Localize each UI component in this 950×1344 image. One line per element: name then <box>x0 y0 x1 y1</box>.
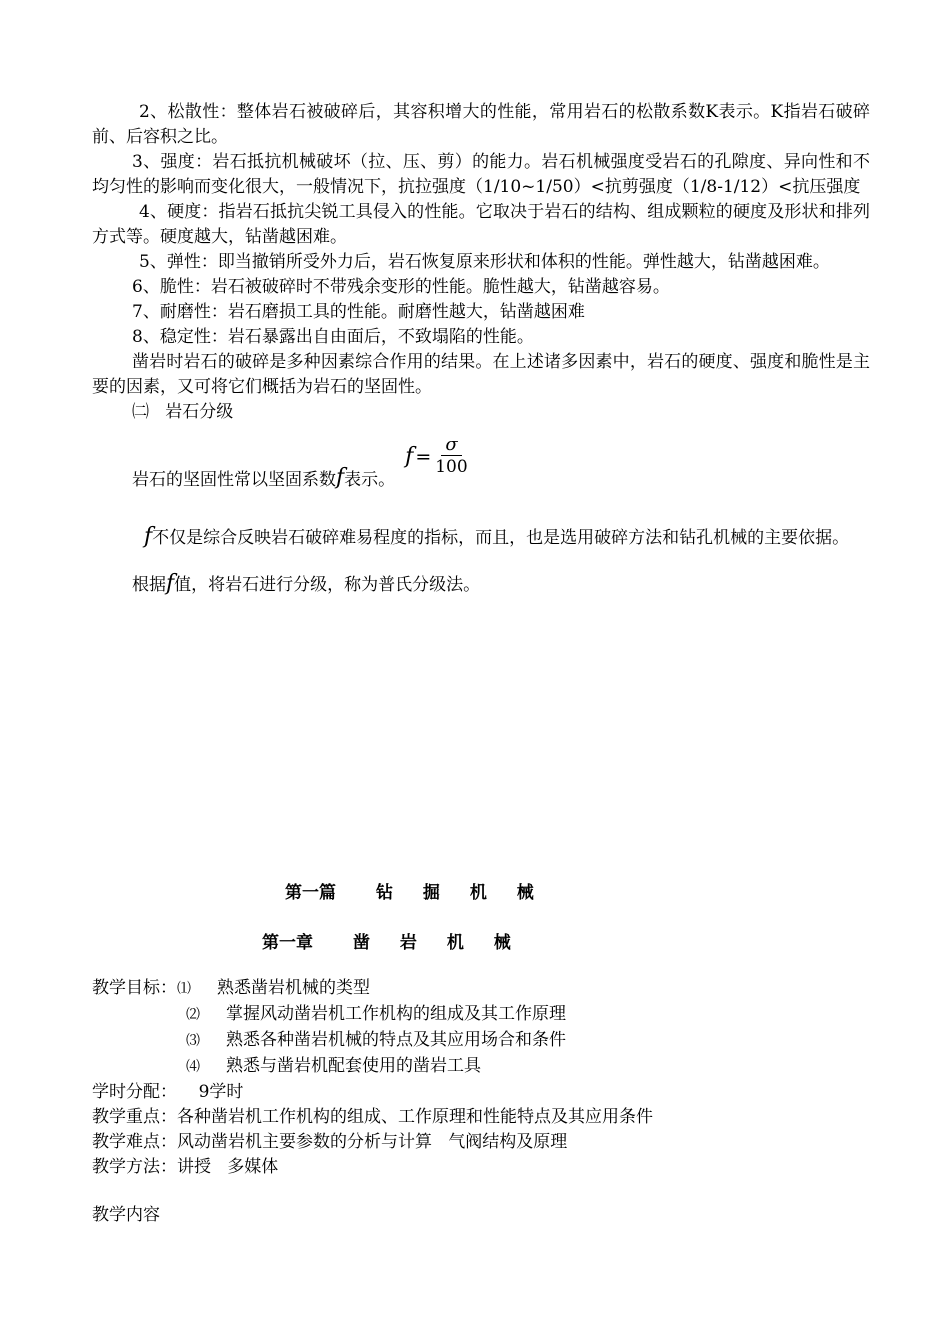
body-text <box>92 100 870 598</box>
chapter-title <box>262 928 523 953</box>
paragraph-f-rest: 不仅是综合反映岩石破碎难易程度的指标，而且，也是选用破碎方法和钻孔机械的主要依据。 <box>152 528 850 548</box>
goal-text-2: 掌握风动凿岩机工作机构的组成及其工作原理 <box>226 1004 566 1024</box>
paragraph-protodyakonov <box>92 571 870 598</box>
goal-mark-1: ⑴ <box>177 981 191 997</box>
paragraph-f-meaning <box>92 524 870 551</box>
teaching-goal-4 <box>92 1054 870 1080</box>
paragraph-elasticity: 5、弹性：即当撤销所受外力后，岩石恢复原来形状和体积的性能。弹性越大，钻凿越困难。 <box>139 252 830 272</box>
sub-heading-rock-classification <box>92 400 870 425</box>
teaching-difficulty: 教学难点：风动凿岩机主要参数的分析与计算 气阀结构及原理 <box>92 1132 568 1152</box>
teaching-goal-3 <box>92 1028 870 1054</box>
teaching-goal-2 <box>92 1002 870 1028</box>
formula-tail-text: 表示。 <box>344 470 396 490</box>
formula-lead-text: 岩石的坚固性常以坚固系数 <box>132 470 336 490</box>
teaching-method: 教学方法：讲授 多媒体 <box>92 1157 279 1177</box>
goal-text-4: 熟悉与凿岩机配套使用的凿岩工具 <box>226 1056 481 1076</box>
goal-text-3: 熟悉各种凿岩机械的特点及其应用场合和条件 <box>226 1030 566 1050</box>
paragraph-strength: 3、强度：岩石抵抗机械破坏（拉、压、剪）的能力。岩石机械强度受岩石的孔隙度、异向性和不均匀性的影响而变化很大，一般情况下，抗拉强度（1/10~1/50）<抗剪强度（1/8-1/12）<抗压强度 <box>92 152 870 197</box>
teaching-focus: 教学重点：各种凿岩机工作机构的组成、工作原理和性能特点及其应用条件 <box>92 1107 653 1127</box>
formula-equals: = <box>415 445 432 468</box>
part-label: 第一篇 <box>285 883 336 903</box>
paragraph-hardness: 4、硬度：指岩石抵抗尖锐工具侵入的性能。它取决于岩石的结构、组成颗粒的硬度及形状和排列方式等。硬度越大，钻凿越困难。 <box>92 202 870 247</box>
teaching-plan <box>92 976 870 1180</box>
paragraph-stability: 8、稳定性：岩石暴露出自由面后，不致塌陷的性能。 <box>132 327 534 347</box>
para-g-rest: 值，将岩石进行分级，称为普氏分级法。 <box>174 575 481 595</box>
goal-mark-2: ⑵ <box>186 1007 200 1023</box>
para-g-lead: 根据 <box>132 575 166 595</box>
chapter-name: 凿 岩 机 械 <box>353 933 523 953</box>
goal-text-1: 熟悉凿岩机械的类型 <box>217 978 370 998</box>
paragraph-looseness: 2、松散性：整体岩石被破碎后，其容积增大的性能，常用岩石的松散系数K表示。K指岩石破碎前、后容积之比。 <box>92 102 870 147</box>
formula <box>405 435 468 478</box>
sub-heading-text: 岩石分级 <box>165 402 234 422</box>
part-name: 钻 掘 机 械 <box>376 883 546 903</box>
f-variable-2: f <box>166 571 175 596</box>
teaching-hours: 学时分配： 9学时 <box>92 1082 244 1102</box>
formula-lhs: f <box>405 444 414 469</box>
goal-mark-3: ⑶ <box>186 1033 200 1049</box>
formula-numerator: σ <box>441 435 461 456</box>
goal-label: 教学目标： <box>92 978 177 998</box>
paragraph-brittleness: 6、脆性：岩石被破碎时不带残余变形的性能。脆性越大，钻凿越容易。 <box>132 277 670 297</box>
sub-heading-mark: ㈡ <box>132 402 149 422</box>
teaching-goal-1 <box>92 976 870 1002</box>
paragraph-summary: 凿岩时岩石的破碎是多种因素综合作用的结果。在上述诸多因素中，岩石的硬度、强度和脆性是主要的因素，又可将它们概括为岩石的坚固性。 <box>92 352 870 397</box>
f-variable: f <box>144 524 153 549</box>
formula-line <box>92 434 870 490</box>
paragraph-abrasiveness: 7、耐磨性：岩石磨损工具的性能。耐磨性越大，钻凿越困难 <box>132 302 585 322</box>
part-title <box>285 878 546 903</box>
chapter-label: 第一章 <box>262 933 313 953</box>
formula-fraction <box>435 435 467 478</box>
formula-variable: f <box>336 465 345 490</box>
teaching-content-label: 教学内容 <box>92 1205 160 1225</box>
goal-mark-4: ⑷ <box>186 1059 200 1075</box>
formula-denominator: 100 <box>435 457 468 477</box>
